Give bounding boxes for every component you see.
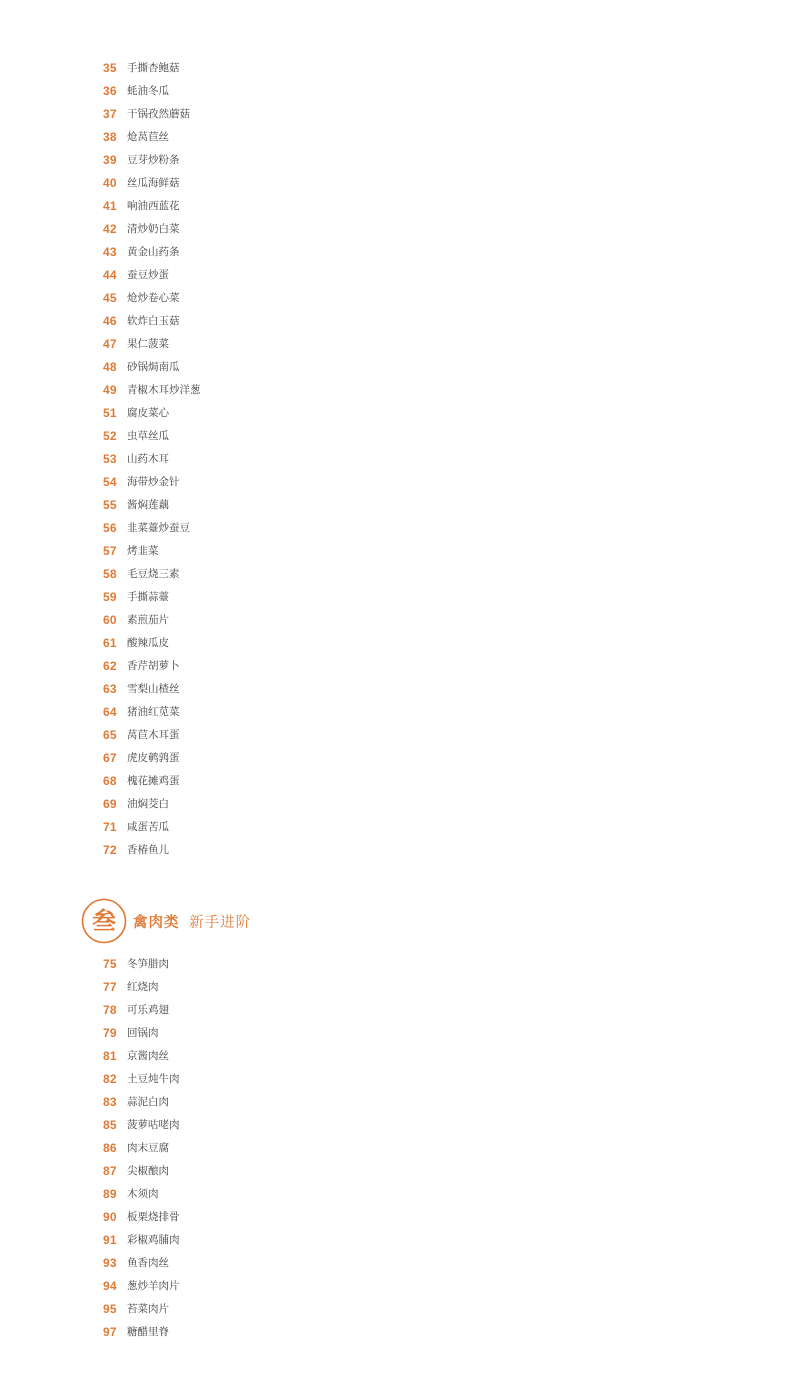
recipe-name: 炝莴苣丝	[127, 131, 169, 143]
recipe-list-item	[0, 815, 800, 838]
recipe-page-number: 82	[103, 1071, 117, 1086]
recipe-name: 软炸白玉菇	[127, 315, 180, 327]
recipe-name: 红烧肉	[127, 981, 159, 993]
recipe-list-item	[0, 1021, 800, 1044]
recipe-page-number: 36	[103, 83, 117, 98]
recipe-page-number: 79	[103, 1025, 117, 1040]
recipe-name: 山药木耳	[127, 453, 169, 465]
recipe-name: 韭菜薹炒蚕豆	[127, 522, 190, 534]
recipe-page-number: 65	[103, 727, 117, 742]
recipe-name: 虫草丝瓜	[127, 430, 169, 442]
recipe-list-item	[0, 838, 800, 861]
recipe-list-item	[0, 608, 800, 631]
recipe-name: 素煎茄片	[127, 614, 169, 626]
recipe-list-item	[0, 1274, 800, 1297]
recipe-list-item	[0, 424, 800, 447]
recipe-list-item	[0, 332, 800, 355]
recipe-page-number: 61	[103, 635, 117, 650]
recipe-name: 菠萝咕咾肉	[127, 1119, 180, 1131]
recipe-page-number: 45	[103, 290, 117, 305]
recipe-list-item	[0, 79, 800, 102]
recipe-name: 土豆炖牛肉	[127, 1073, 180, 1085]
recipe-name: 响油西蓝花	[127, 200, 180, 212]
recipe-list-item	[0, 654, 800, 677]
recipe-list-item	[0, 792, 800, 815]
section-title-sub: 新手进阶	[189, 914, 252, 931]
recipe-list-item	[0, 470, 800, 493]
recipe-name: 糖醋里脊	[127, 1326, 169, 1338]
recipe-page-number: 77	[103, 979, 117, 994]
recipe-page-number: 39	[103, 152, 117, 167]
recipe-page-number: 58	[103, 566, 117, 581]
recipe-name: 猪油红苋菜	[127, 706, 180, 718]
recipe-name: 烤韭菜	[127, 545, 159, 557]
recipe-list-item	[0, 355, 800, 378]
recipe-list-item	[0, 1044, 800, 1067]
recipe-name: 回锅肉	[127, 1027, 159, 1039]
recipe-page-number: 87	[103, 1163, 117, 1178]
recipe-list-item	[0, 746, 800, 769]
recipe-list-item	[0, 125, 800, 148]
recipe-page-number: 52	[103, 428, 117, 443]
recipe-list-vegetables	[0, 56, 800, 861]
recipe-list-item	[0, 1159, 800, 1182]
recipe-page-number: 89	[103, 1186, 117, 1201]
recipe-list-item	[0, 447, 800, 470]
recipe-name: 手撕蒜薹	[127, 591, 169, 603]
recipe-list-item	[0, 286, 800, 309]
recipe-name: 豆芽炒粉条	[127, 154, 180, 166]
recipe-list-item	[0, 975, 800, 998]
recipe-page-number: 78	[103, 1002, 117, 1017]
recipe-page-number: 42	[103, 221, 117, 236]
recipe-list-item	[0, 1297, 800, 1320]
recipe-name: 酱焖莲藕	[127, 499, 169, 511]
recipe-page-number: 85	[103, 1117, 117, 1132]
recipe-page-number: 64	[103, 704, 117, 719]
recipe-list-item	[0, 217, 800, 240]
recipe-page-number: 86	[103, 1140, 117, 1155]
recipe-page-number: 91	[103, 1232, 117, 1247]
recipe-name: 腐皮菜心	[127, 407, 169, 419]
recipe-name: 丝瓜海鲜菇	[127, 177, 180, 189]
recipe-list-item	[0, 309, 800, 332]
recipe-page-number: 90	[103, 1209, 117, 1224]
recipe-name: 肉末豆腐	[127, 1142, 169, 1154]
recipe-page-number: 67	[103, 750, 117, 765]
recipe-name: 冬笋腊肉	[127, 958, 169, 970]
recipe-page-number: 93	[103, 1255, 117, 1270]
recipe-name: 果仁菠菜	[127, 338, 169, 350]
recipe-list-item	[0, 1205, 800, 1228]
recipe-name: 酸辣瓜皮	[127, 637, 169, 649]
recipe-name: 雪梨山楂丝	[127, 683, 180, 695]
recipe-list-item	[0, 1320, 800, 1343]
recipe-list-item	[0, 378, 800, 401]
recipe-name: 槐花摊鸡蛋	[127, 775, 180, 787]
recipe-name: 尖椒酿肉	[127, 1165, 169, 1177]
recipe-page-number: 59	[103, 589, 117, 604]
recipe-list-item	[0, 1182, 800, 1205]
recipe-list-item	[0, 263, 800, 286]
recipe-list-item	[0, 1251, 800, 1274]
recipe-list-item	[0, 1136, 800, 1159]
recipe-page-number: 97	[103, 1324, 117, 1339]
recipe-page-number: 81	[103, 1048, 117, 1063]
recipe-page-number: 68	[103, 773, 117, 788]
recipe-name: 咸蛋苦瓜	[127, 821, 169, 833]
recipe-page-number: 83	[103, 1094, 117, 1109]
recipe-list-item	[0, 1228, 800, 1251]
recipe-page-number: 69	[103, 796, 117, 811]
recipe-name: 香椿鱼儿	[127, 844, 169, 856]
recipe-page-number: 51	[103, 405, 117, 420]
recipe-page-number: 63	[103, 681, 117, 696]
recipe-list-item	[0, 1090, 800, 1113]
recipe-page-number: 95	[103, 1301, 117, 1316]
recipe-page-number: 56	[103, 520, 117, 535]
section-title	[133, 911, 251, 932]
seal-character: 叁	[92, 906, 116, 935]
recipe-page-number: 62	[103, 658, 117, 673]
recipe-name: 板栗烧排骨	[127, 1211, 180, 1223]
recipe-name: 蚕豆炒蛋	[127, 269, 169, 281]
recipe-page-number: 46	[103, 313, 117, 328]
section-header-poultry-meat	[81, 896, 251, 946]
recipe-name: 毛豆烧三素	[127, 568, 180, 580]
recipe-list-item	[0, 194, 800, 217]
recipe-list-item	[0, 769, 800, 792]
recipe-page-number: 49	[103, 382, 117, 397]
recipe-list-item	[0, 401, 800, 424]
recipe-page-number: 75	[103, 956, 117, 971]
recipe-page-number: 54	[103, 474, 117, 489]
recipe-list-item	[0, 631, 800, 654]
recipe-list-item	[0, 952, 800, 975]
recipe-page-number: 47	[103, 336, 117, 351]
section-title-main: 禽肉类	[133, 913, 180, 931]
recipe-name: 木须肉	[127, 1188, 159, 1200]
recipe-page-number: 72	[103, 842, 117, 857]
recipe-name: 青椒木耳炒洋葱	[127, 384, 201, 396]
recipe-name: 黄金山药条	[127, 246, 180, 258]
recipe-list-item	[0, 102, 800, 125]
recipe-name: 海带炒金针	[127, 476, 180, 488]
recipe-page-number: 57	[103, 543, 117, 558]
recipe-list-item	[0, 700, 800, 723]
recipe-list-item	[0, 998, 800, 1021]
recipe-name: 蚝油冬瓜	[127, 85, 169, 97]
recipe-name: 鱼香肉丝	[127, 1257, 169, 1269]
recipe-list-item	[0, 56, 800, 79]
recipe-name: 蒜泥白肉	[127, 1096, 169, 1108]
recipe-page-number: 71	[103, 819, 117, 834]
recipe-name: 虎皮鹌鹑蛋	[127, 752, 180, 764]
recipe-list-item	[0, 171, 800, 194]
recipe-page-number: 60	[103, 612, 117, 627]
recipe-page-number: 94	[103, 1278, 117, 1293]
recipe-name: 莴苣木耳蛋	[127, 729, 180, 741]
recipe-list-item	[0, 539, 800, 562]
recipe-list-item	[0, 516, 800, 539]
recipe-list-item	[0, 240, 800, 263]
recipe-list-item	[0, 1113, 800, 1136]
recipe-name: 彩椒鸡脯肉	[127, 1234, 180, 1246]
recipe-list-item	[0, 148, 800, 171]
recipe-name: 油焖茭白	[127, 798, 169, 810]
recipe-list-item	[0, 493, 800, 516]
recipe-page-number: 53	[103, 451, 117, 466]
seal-icon	[81, 898, 127, 944]
recipe-page-number: 48	[103, 359, 117, 374]
recipe-name: 砂锅焗南瓜	[127, 361, 180, 373]
recipe-list-item	[0, 723, 800, 746]
recipe-page-number: 43	[103, 244, 117, 259]
recipe-name: 干锅孜然蘑菇	[127, 108, 190, 120]
recipe-page-number: 35	[103, 60, 117, 75]
recipe-name: 京酱肉丝	[127, 1050, 169, 1062]
recipe-list-item	[0, 677, 800, 700]
recipe-name: 葱炒羊肉片	[127, 1280, 180, 1292]
recipe-list-item	[0, 1067, 800, 1090]
recipe-name: 可乐鸡翅	[127, 1004, 169, 1016]
recipe-page-number: 44	[103, 267, 117, 282]
recipe-page-number: 41	[103, 198, 117, 213]
recipe-name: 手撕杏鲍菇	[127, 62, 180, 74]
recipe-name: 炝炒卷心菜	[127, 292, 180, 304]
recipe-page-number: 38	[103, 129, 117, 144]
recipe-name: 苔菜肉片	[127, 1303, 169, 1315]
recipe-page-number: 37	[103, 106, 117, 121]
recipe-page-number: 40	[103, 175, 117, 190]
recipe-list-item	[0, 562, 800, 585]
recipe-name: 清炒奶白菜	[127, 223, 180, 235]
recipe-page-number: 55	[103, 497, 117, 512]
recipe-list-poultry-meat	[0, 952, 800, 1343]
recipe-name: 香芹胡萝卜	[127, 660, 180, 672]
recipe-list-item	[0, 585, 800, 608]
